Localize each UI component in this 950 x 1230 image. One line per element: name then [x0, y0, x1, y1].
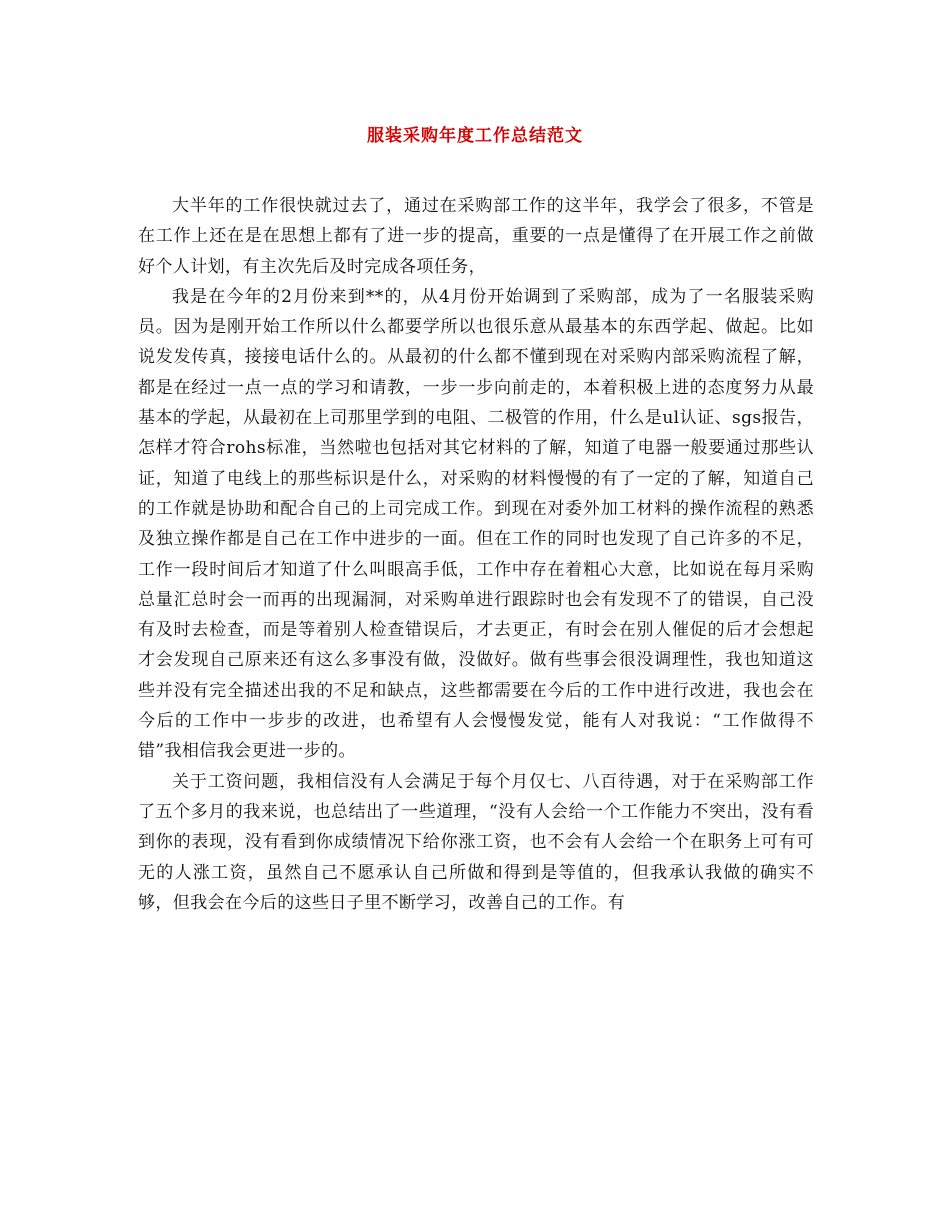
- document-body: [138, 191, 814, 918]
- document-title: 服装采购年度工作总结范文: [367, 126, 583, 146]
- paragraph-1: 大半年的工作很快就过去了，通过在采购部工作的这半年，我学会了很多，不管是在工作上还在是在思想上都有了进一步的提高，重要的一点是懂得了在开展工作之前做好个人计划，有主次先后及时完成各项任务，: [138, 196, 814, 277]
- paragraph-2: 我是在今年的2月份来到**的，从4月份开始调到了采购部，成为了一名服装采购员。因为是刚开始工作所以什么都要学所以也很乐意从最基本的东西学起、做起。比如说发发传真，接接电话什么的。从最初的什么都不懂到现在对采购内部采购流程了解，都是在经过一点一点的学习和请教，一步一步向前走的，本着积极上进的态度努力从最基本的学起，从最初在上司那里学到的电阻、二极管的作用，什么是ul认证、sgs报告，怎样才符合rohs标准，当然啦也包括对其它材料的了解，知道了电器一般要通过那些认证，知道了电线上的那些标识是什么，对采购的材料慢慢的有了一定的了解，知道自己的工作就是协助和配合自己的上司完成工作。到现在对委外加工材料的操作流程的熟悉及独立操作都是自己在工作中进步的一面。但在工作的同时也发现了自己许多的不足，工作一段时间后才知道了什么叫眼高手低，工作中存在着粗心大意，比如说在每月采购总量汇总时会一而再的出现漏洞，对采购单进行跟踪时也会有发现不了的错误，自己没有及时去检查，而是等着别人检查错误后，才去更正，有时会在别人催促的后才会想起才会发现自己原来还有这么多事没有做，没做好。做有些事会很没调理性，我也知道这些并没有完全描述出我的不足和缺点，这些都需要在今后的工作中进行改进，我也会在今后的工作中一步步的改进，也希望有人会慢慢发觉，能有人对我说：“工作做得不错”我相信我会更进一步的。: [138, 286, 814, 762]
- paragraph-3: 关于工资问题，我相信没有人会满足于每个月仅七、八百待遇，对于在采购部工作了五个多月的我来说，也总结出了一些道理，“没有人会给一个工作能力不突出，没有看到你的表现，没有看到你成绩情况下给你涨工资，也不会有人会给一个在职务上可有可无的人涨工资，虽然自己不愿承认自己所做和得到是等值的，但我承认我做的确实不够，但我会在今后的这些日子里不断学习，改善自己的工作。有: [138, 771, 814, 913]
